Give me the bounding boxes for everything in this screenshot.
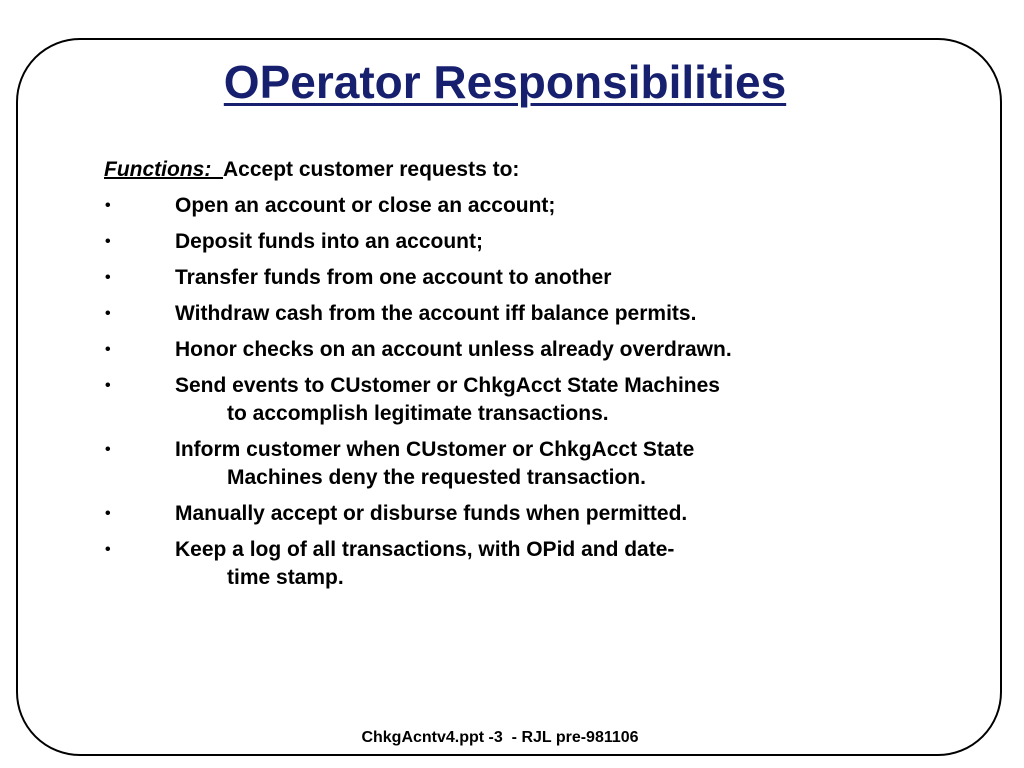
list-item-text [175, 300, 904, 328]
list-item [104, 300, 904, 328]
list-item-continuation: Machines deny the requested transaction. [227, 466, 646, 489]
list-item-line: Transfer funds from one account to another [175, 266, 612, 289]
list-item-line: Deposit funds into an account; [175, 230, 483, 253]
bullet-icon: • [105, 505, 111, 522]
list-item [104, 436, 904, 492]
functions-intro [104, 156, 904, 184]
list-item [104, 336, 904, 364]
list-item-text [175, 500, 904, 528]
list-item-text [175, 192, 904, 220]
list-item [104, 228, 904, 256]
list-item-text [175, 372, 904, 428]
list-item-line: Manually accept or disburse funds when permitted. [175, 502, 688, 525]
slide-footer: ChkgAcntv4.ppt -3 - RJL pre-981106 [361, 729, 639, 746]
bullet-icon: • [105, 341, 111, 358]
functions-label: Functions: [104, 158, 223, 181]
list-item [104, 264, 904, 292]
list-item-text [175, 336, 904, 364]
bullet-icon: • [105, 269, 111, 286]
slide-content [104, 156, 904, 600]
list-item [104, 536, 904, 592]
list-item-text [175, 264, 904, 292]
bullet-icon: • [105, 541, 111, 558]
bullet-icon: • [105, 377, 111, 394]
slide-title: OPerator Responsibilities [223, 56, 787, 108]
list-item [104, 500, 904, 528]
functions-intro-text: Accept customer requests to: [223, 158, 520, 181]
bullet-icon: • [105, 305, 111, 322]
list-item-text [175, 436, 904, 492]
list-item-text [175, 228, 904, 256]
responsibilities-list [104, 192, 904, 592]
list-item-continuation: time stamp. [227, 566, 344, 589]
list-item-line: Inform customer when CUstomer or ChkgAcct State [175, 438, 695, 461]
bullet-icon: • [105, 441, 111, 458]
list-item [104, 372, 904, 428]
list-item-line: Open an account or close an account; [175, 194, 556, 217]
list-item-continuation: to accomplish legitimate transactions. [227, 402, 609, 425]
bullet-icon: • [105, 197, 111, 214]
list-item-line: Keep a log of all transactions, with OPid and date- [175, 538, 675, 561]
list-item-line: Send events to CUstomer or ChkgAcct State Machines [175, 374, 720, 397]
list-item [104, 192, 904, 220]
bullet-icon: • [105, 233, 111, 250]
list-item-text [175, 536, 904, 592]
list-item-line: Honor checks on an account unless already overdrawn. [175, 338, 732, 361]
list-item-line: Withdraw cash from the account iff balance permits. [175, 302, 697, 325]
